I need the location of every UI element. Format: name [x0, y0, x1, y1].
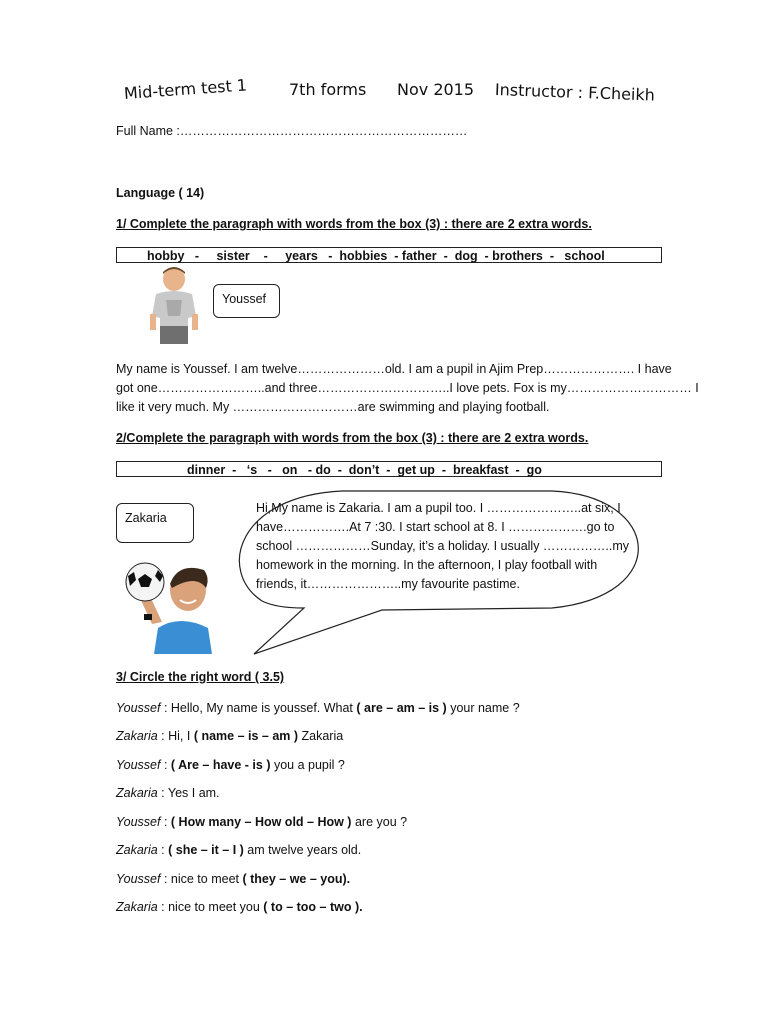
q1-title: 1/ Complete the paragraph with words from the box (3) : there are 2 extra words.: [116, 217, 592, 231]
q1-line-2: got one……………………..and three…………………………..I love pets. Fox is my………………………… I: [116, 381, 699, 395]
youssef-shorts: [160, 326, 188, 344]
choice-options[interactable]: ( name – is – am ): [193, 729, 299, 743]
q1-line-3: like it very much. My …………………………are swimming and playing football.: [116, 400, 550, 414]
dialogue-line: Youssef : Hello, My name is youssef. What ( are – am – is ) your name ?: [116, 701, 520, 715]
dialogue-line: Youssef : ( Are – have - is ) you a pupil ?: [116, 758, 345, 772]
q2-title: 2/Complete the paragraph with words from the box (3) : there are 2 extra words.: [116, 431, 589, 445]
forms-label: 7th forms: [289, 80, 367, 99]
test-title: Mid-term test 1: [123, 75, 248, 103]
q1-word-box: hobby - sister - years - hobbies - father - dog - brothers - school: [116, 247, 662, 263]
zakaria-picture: [118, 548, 222, 654]
bubble-line-5: friends, it…………………..my favourite pastime.: [256, 577, 520, 591]
choice-options[interactable]: ( Are – have - is ): [170, 758, 271, 772]
q1-paragraph: [116, 360, 699, 417]
full-name-field[interactable]: Full Name :……………………………………………………………: [116, 124, 468, 138]
zakaria-shirt: [154, 621, 212, 654]
choice-options[interactable]: ( they – we – you).: [242, 872, 351, 886]
youssef-picture: [142, 264, 204, 350]
bubble-line-4: homework in the morning. In the afternoon, I play football with: [256, 558, 598, 572]
q2-word-box: dinner - ‘s - on - do - don’t - get up - breakfast - go: [116, 461, 662, 477]
instructor-label: Instructor : F.Cheikh: [494, 80, 656, 105]
dialogue-line: Zakaria : ( she – it – I ) am twelve years old.: [116, 843, 362, 857]
choice-options[interactable]: ( are – am – is ): [356, 701, 447, 715]
q3-dialogue: [116, 701, 656, 921]
choice-options[interactable]: ( How many – How old – How ): [170, 815, 352, 829]
dialogue-line: Zakaria : Yes I am.: [116, 786, 220, 800]
youssef-name-box: Youssef: [213, 284, 280, 318]
bubble-line-3: school ………………Sunday, it’s a holiday. I usually ……………..my: [256, 539, 630, 553]
zakaria-name-box: Zakaria: [116, 503, 194, 543]
q3-title: 3/ Circle the right word ( 3.5): [116, 670, 285, 684]
dialogue-line: Zakaria : Hi, I ( name – is – am ) Zakaria: [116, 729, 344, 743]
bubble-line-1: Hi,My name is Zakaria. I am a pupil too. I …………………..at six, I: [256, 501, 621, 515]
dialogue-line: Youssef : nice to meet ( they – we – you).: [116, 872, 351, 886]
dialogue-line: Youssef : ( How many – How old – How ) are you ?: [116, 815, 408, 829]
section-title: Language ( 14): [116, 186, 205, 200]
date-label: Nov 2015: [397, 80, 475, 99]
dialogue-line: Zakaria : nice to meet you ( to – too – two ).: [116, 900, 363, 914]
choice-options[interactable]: ( she – it – I ): [168, 843, 244, 857]
choice-options[interactable]: ( to – too – two ).: [263, 900, 363, 914]
test-header: [124, 74, 684, 114]
q1-line-1: My name is Youssef. I am twelve…………………old. I am a pupil in Ajim Prep…………………. I have: [116, 362, 672, 376]
bubble-paragraph: [256, 499, 646, 594]
bubble-line-2: have…………….At 7 :30. I start school at 8. I ……………….go to: [256, 520, 615, 534]
